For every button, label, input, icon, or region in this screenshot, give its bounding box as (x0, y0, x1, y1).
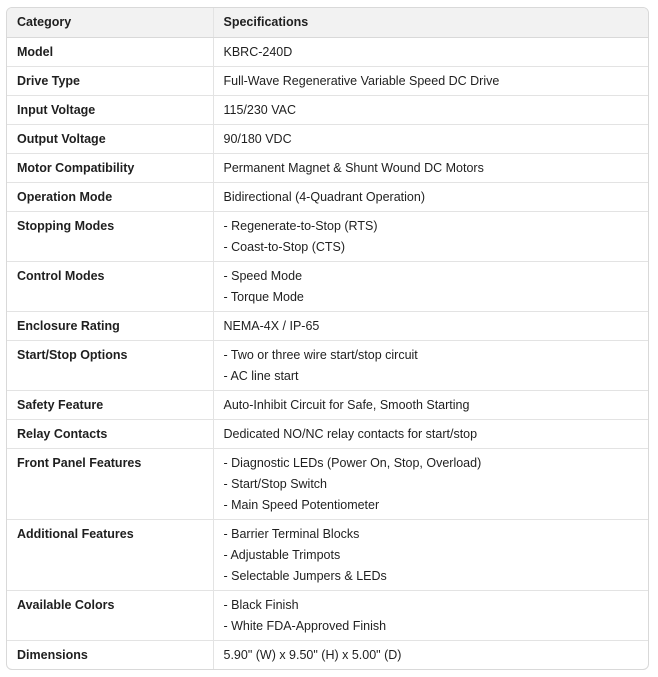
table-row (7, 154, 648, 183)
table-row (7, 591, 648, 641)
specifications-table (7, 8, 648, 669)
spec-line: - Main Speed Potentiometer (223, 498, 380, 512)
row-specifications (213, 262, 648, 312)
row-specifications (213, 312, 648, 341)
spec-line: Full-Wave Regenerative Variable Speed DC Drive (223, 74, 500, 88)
table-header-row (7, 8, 648, 38)
row-specifications (213, 641, 648, 670)
table-row (7, 212, 648, 262)
table-row (7, 262, 648, 312)
row-category: Additional Features (7, 520, 213, 591)
row-category: Relay Contacts (7, 420, 213, 449)
spec-line: - Two or three wire start/stop circuit (223, 348, 418, 362)
spec-line: - White FDA-Approved Finish (223, 619, 387, 633)
row-specifications (213, 520, 648, 591)
spec-line: - Coast-to-Stop (CTS) (223, 240, 346, 254)
spec-line: - Regenerate-to-Stop (RTS) (223, 219, 378, 233)
spec-line: - Torque Mode (223, 290, 304, 304)
spec-line: NEMA-4X / IP-65 (223, 319, 320, 333)
table-row (7, 520, 648, 591)
row-category: Dimensions (17, 648, 88, 662)
table-row (7, 96, 648, 125)
row-specifications (213, 341, 648, 391)
row-category: Start/Stop Options (7, 341, 213, 391)
spec-line: - Barrier Terminal Blocks (223, 527, 360, 541)
spec-line: Permanent Magnet & Shunt Wound DC Motors (223, 161, 484, 175)
row-specifications (213, 420, 648, 449)
row-category: Available Colors (7, 591, 213, 641)
table-body (7, 38, 648, 670)
table-row (7, 125, 648, 154)
row-category: Input Voltage (7, 96, 213, 125)
spec-line: - Start/Stop Switch (223, 477, 328, 491)
row-category: Drive Type (7, 67, 213, 96)
spec-line: 5.90" (W) x 9.50" (H) x 5.00" (D) (223, 648, 402, 662)
row-category: Front Panel Features (7, 449, 213, 520)
row-specifications (213, 212, 648, 262)
row-category: Output Voltage (7, 125, 213, 154)
row-specifications (213, 96, 648, 125)
header-specifications: Specifications (213, 8, 648, 38)
table-row (7, 449, 648, 520)
table-row (7, 391, 648, 420)
spec-line: Bidirectional (4-Quadrant Operation) (223, 190, 425, 204)
row-specifications (213, 125, 648, 154)
row-category: Stopping Modes (7, 212, 213, 262)
row-specifications (213, 67, 648, 96)
row-specifications (213, 391, 648, 420)
row-category: Operation Mode (7, 183, 213, 212)
row-specifications (213, 154, 648, 183)
row-specifications (213, 591, 648, 641)
row-category: Enclosure Rating (7, 312, 213, 341)
table-row (7, 38, 648, 67)
spec-line: Auto-Inhibit Circuit for Safe, Smooth Starting (223, 398, 470, 412)
spec-line: - Adjustable Trimpots (223, 548, 341, 562)
spec-line: Dedicated NO/NC relay contacts for start/stop (223, 427, 478, 441)
row-specifications (213, 38, 648, 67)
table-row (7, 67, 648, 96)
spec-line: - Selectable Jumpers & LEDs (223, 569, 387, 583)
table-row (7, 312, 648, 341)
table-row (7, 641, 648, 670)
row-category: Control Modes (7, 262, 213, 312)
row-specifications (213, 183, 648, 212)
row-specifications (213, 449, 648, 520)
table-row (7, 341, 648, 391)
spec-line: 115/230 VAC (223, 103, 297, 117)
table-row (7, 183, 648, 212)
row-category: Model (7, 38, 213, 67)
row-category: Safety Feature (7, 391, 213, 420)
spec-line: - AC line start (223, 369, 299, 383)
header-category: Category (7, 8, 213, 38)
spec-line: 90/180 VDC (223, 132, 292, 146)
spec-line: - Speed Mode (223, 269, 303, 283)
spec-line: KBRC-240D (223, 45, 293, 59)
spec-line: - Diagnostic LEDs (Power On, Stop, Overload) (223, 456, 482, 470)
row-category: Motor Compatibility (7, 154, 213, 183)
table-row (7, 420, 648, 449)
specifications-table-container (6, 7, 649, 670)
spec-line: - Black Finish (223, 598, 299, 612)
